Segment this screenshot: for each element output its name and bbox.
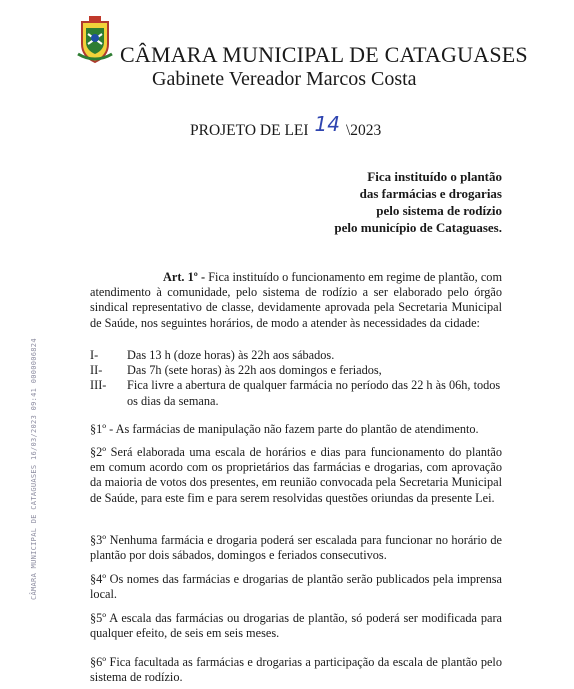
list-item — [90, 348, 502, 363]
protocol-stamp: CÂMARA MUNICIPAL DE CATAGUASES 16/03/2023 09:41 0000006824 — [30, 338, 38, 600]
list-item — [90, 363, 502, 378]
paragraph-6: §6º Fica facultada as farmácias e drogarias a participação da escala de plantão pelo sistema de rodízio. — [90, 655, 502, 685]
ementa-line: pelo sistema de rodízio — [376, 203, 502, 218]
item-text: Fica livre a abertura de qualquer farmácia no período das 22 h às 06h, todos os dias da semana. — [127, 378, 501, 408]
item-numeral: III- — [90, 378, 107, 393]
article-1 — [90, 270, 502, 331]
hours-list — [90, 348, 502, 409]
article-1-text: Fica instituído o funcionamento em regime de plantão, com atendimento à comunidade, pelo sistema de rodízio a ser elaborado pelo órgão sindical representativo de classe, devidamente aprovada pela Secretaria Municipal de Saúde, nos seguintes horários, de modo a atender às necessidades da cidade: — [90, 270, 503, 330]
bill-number: 14 — [314, 112, 340, 136]
paragraph-2: §2º Será elaborada uma escala de horários e dias para funcionamento do plantão em comum acordo com os proprietários das farmácias e drogarias, com aprovação da maioria de votos dos presentes, em reunião convocada pela Secretaria Municipal de Saúde, para este fim e para serem resolvidas questões oriundas da presente Lei. — [90, 445, 502, 505]
paragraph-1: §1º - As farmácias de manipulação não fazem parte do plantão de atendimento. — [90, 422, 479, 436]
ementa-line: das farmácias e drogarias — [359, 186, 502, 201]
list-item — [90, 378, 502, 408]
ementa-line: Fica instituído o plantão — [367, 169, 502, 184]
paragraph-5: §5º A escala das farmácias ou drogarias de plantão, só poderá ser modificada para qualquer efeito, de seis em seis meses. — [90, 611, 502, 641]
item-text: Das 13 h (doze horas) às 22h aos sábados. — [127, 348, 335, 362]
institution-name: CÂMARA MUNICIPAL DE CATAGUASES — [120, 42, 528, 67]
article-1-label: Art. 1º - — [163, 270, 206, 284]
bill-prefix: PROJETO DE LEI — [190, 122, 309, 139]
ementa — [334, 168, 502, 236]
bill-title — [190, 112, 382, 140]
office-name: Gabinete Vereador Marcos Costa — [152, 68, 417, 90]
paragraph-4: §4º Os nomes das farmácias e drogarias de plantão serão publicados pela imprensa local. — [90, 572, 502, 602]
paragraph-3: §3º Nenhuma farmácia e drogaria poderá ser escalada para funcionar no horário de plantão por dois sábados, domingos e feriados consecutivos. — [90, 533, 502, 563]
municipal-crest-icon — [76, 14, 114, 64]
bill-year: \2023 — [346, 122, 382, 139]
item-numeral: II- — [90, 363, 103, 378]
item-text: Das 7h (sete horas) às 22h aos domingos e feriados, — [127, 363, 382, 378]
ementa-line: pelo município de Cataguases. — [334, 220, 502, 235]
item-numeral: I- — [90, 348, 99, 362]
